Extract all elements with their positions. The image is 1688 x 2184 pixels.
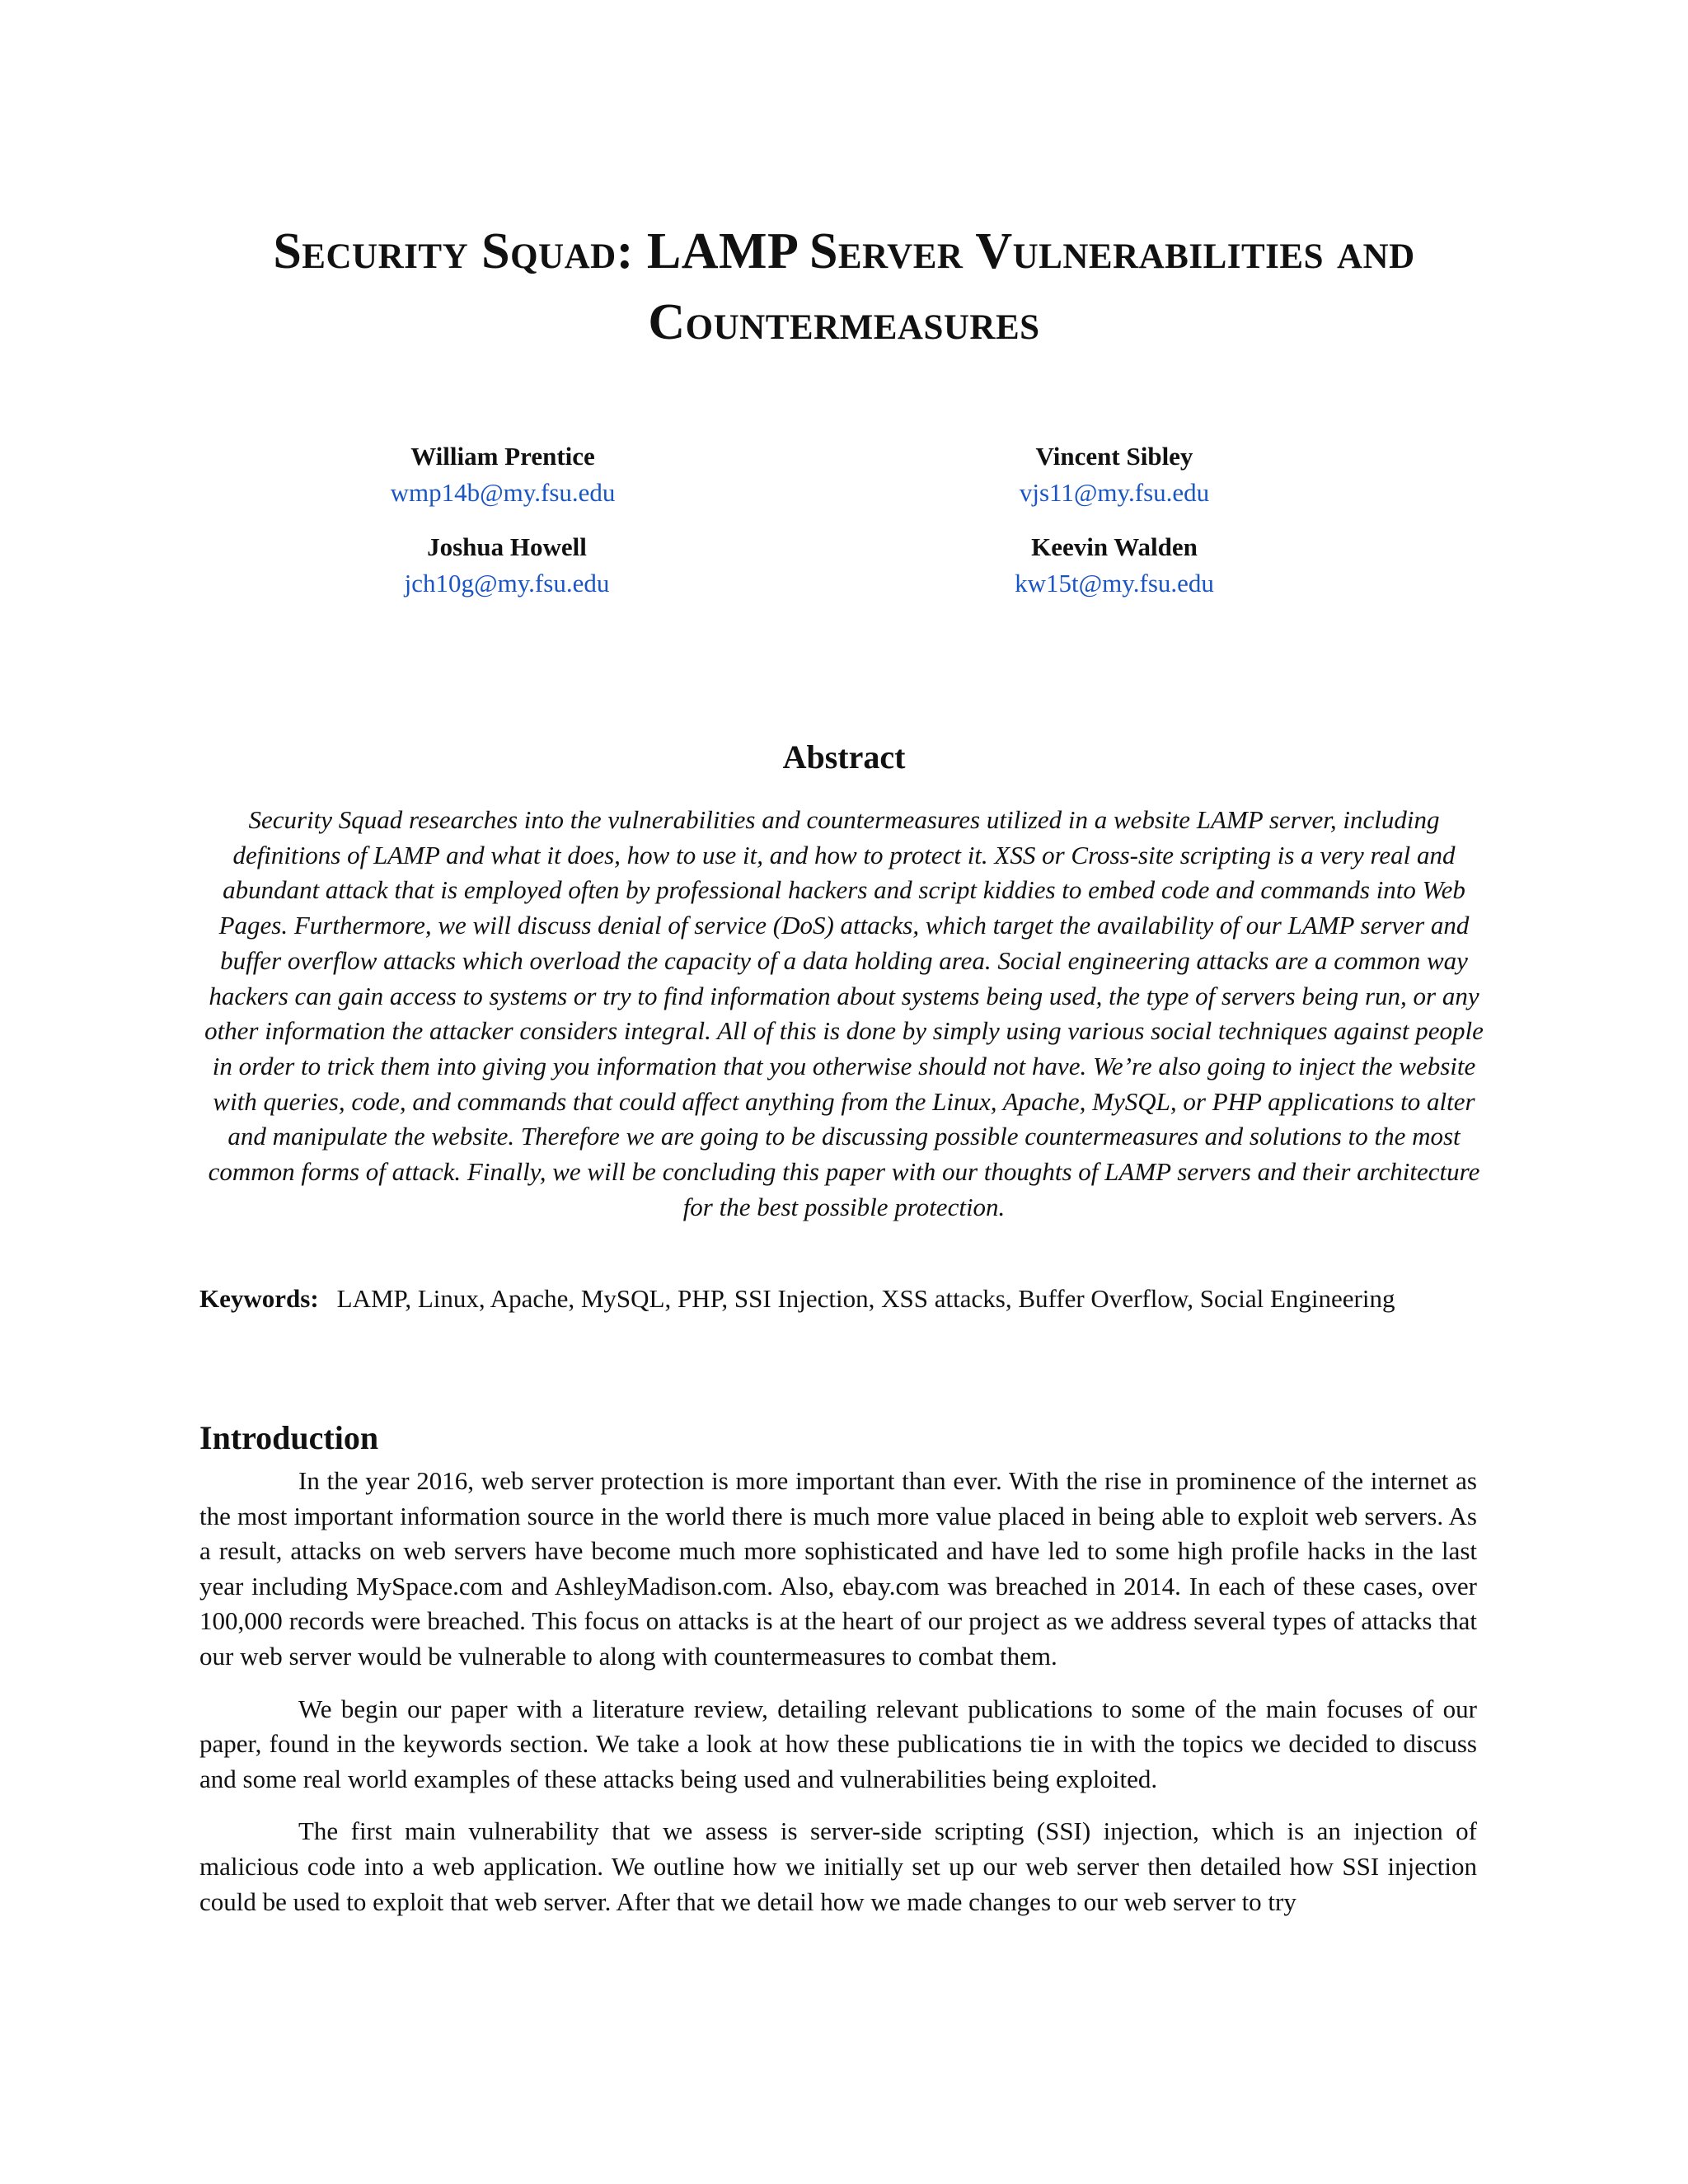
abstract-heading: Abstract [782, 738, 906, 776]
author-block [256, 438, 750, 511]
author-name: Vincent Sibley [1035, 442, 1193, 471]
abstract-text: Security Squad researches into the vulnerabilities and countermeasures utilized in a website LAMP server, including definitions of LAMP and what it does, how to use it, and how to protect it. XSS or Cross-site scripting is a very real and abundant attack that is employed often by professional hackers and script kiddies to embed code and commands into Web Pages. Furthermore, we will discuss denial of service (DoS) attacks, which target the availability of our LAMP server and buffer overflow attacks which overload the capacity of a data holding area. Social engineering attacks are a common way hackers can gain access to systems or try to find information about systems being used, the type of servers being run, or any other information the attacker considers integral. All of this is done by simply using various social techniques against people in order to trick them into giving you information that you otherwise should not have. We’re also going to inject the website with queries, code, and commands that could affect anything from the Linux, Apache, MySQL, or PHP applications to alter and manipulate the website. Therefore we are going to be discussing possible countermeasures and solutions to the most common forms of attack. Finally, we will be concluding this paper with our thoughts of LAMP servers and their architecture for the best possible protection. [204, 805, 1484, 1221]
introduction-body [199, 1464, 1477, 1937]
author-block [260, 529, 754, 602]
section-heading-introduction: Introduction [199, 1419, 379, 1456]
keywords-list: LAMP, Linux, Apache, MySQL, PHP, SSI Injection, XSS attacks, Buffer Overflow, Social Engineering [336, 1284, 1395, 1313]
author-block [867, 529, 1362, 602]
author-email-link[interactable]: jch10g@my.fsu.edu [404, 569, 610, 598]
paragraph: In the year 2016, web server protection is more important than ever. With the rise in prominence of the internet as the most important information source in the world there is much more value placed in being able to exploit web servers. As a result, attacks on web servers have become much more sophisticated and have led to some high profile hacks in the last year including MySpace.com and AshleyMadison.com. Also, ebay.com was breached in 2014. In each of these cases, over 100,000 records were breached. This focus on attacks is at the heart of our project as we address several types of attacks that our web server would be vulnerable to along with countermeasures to combat them. [199, 1466, 1477, 1671]
paper-title: Security Squad: LAMP Server Vulnerabilities and Countermeasures [273, 223, 1415, 350]
author-email-link[interactable]: vjs11@my.fsu.edu [1019, 478, 1210, 507]
author-name: Keevin Walden [1031, 532, 1198, 561]
paragraph: The first main vulnerability that we assess is server-side scripting (SSI) injection, which is an injection of malicious code into a web application. We outline how we initially set up our web server then detailed how SSI injection could be used to exploit that web server. After that we detail how we made changes to our web server to try [199, 1816, 1477, 1916]
keywords-line [199, 1282, 1481, 1315]
author-email-link[interactable]: wmp14b@my.fsu.edu [390, 478, 616, 507]
author-name: William Prentice [410, 442, 595, 471]
paragraph: We begin our paper with a literature review, detailing relevant publications to some of the main focuses of our paper, found in the keywords section. We take a look at how these publications tie in with the topics we decided to discuss and some real world examples of these attacks being used and vulnerabilities being exploited. [199, 1694, 1477, 1793]
author-name: Joshua Howell [427, 532, 587, 561]
author-block [867, 438, 1362, 511]
author-email-link[interactable]: kw15t@my.fsu.edu [1015, 569, 1214, 598]
keywords-label: Keywords: [199, 1284, 319, 1313]
